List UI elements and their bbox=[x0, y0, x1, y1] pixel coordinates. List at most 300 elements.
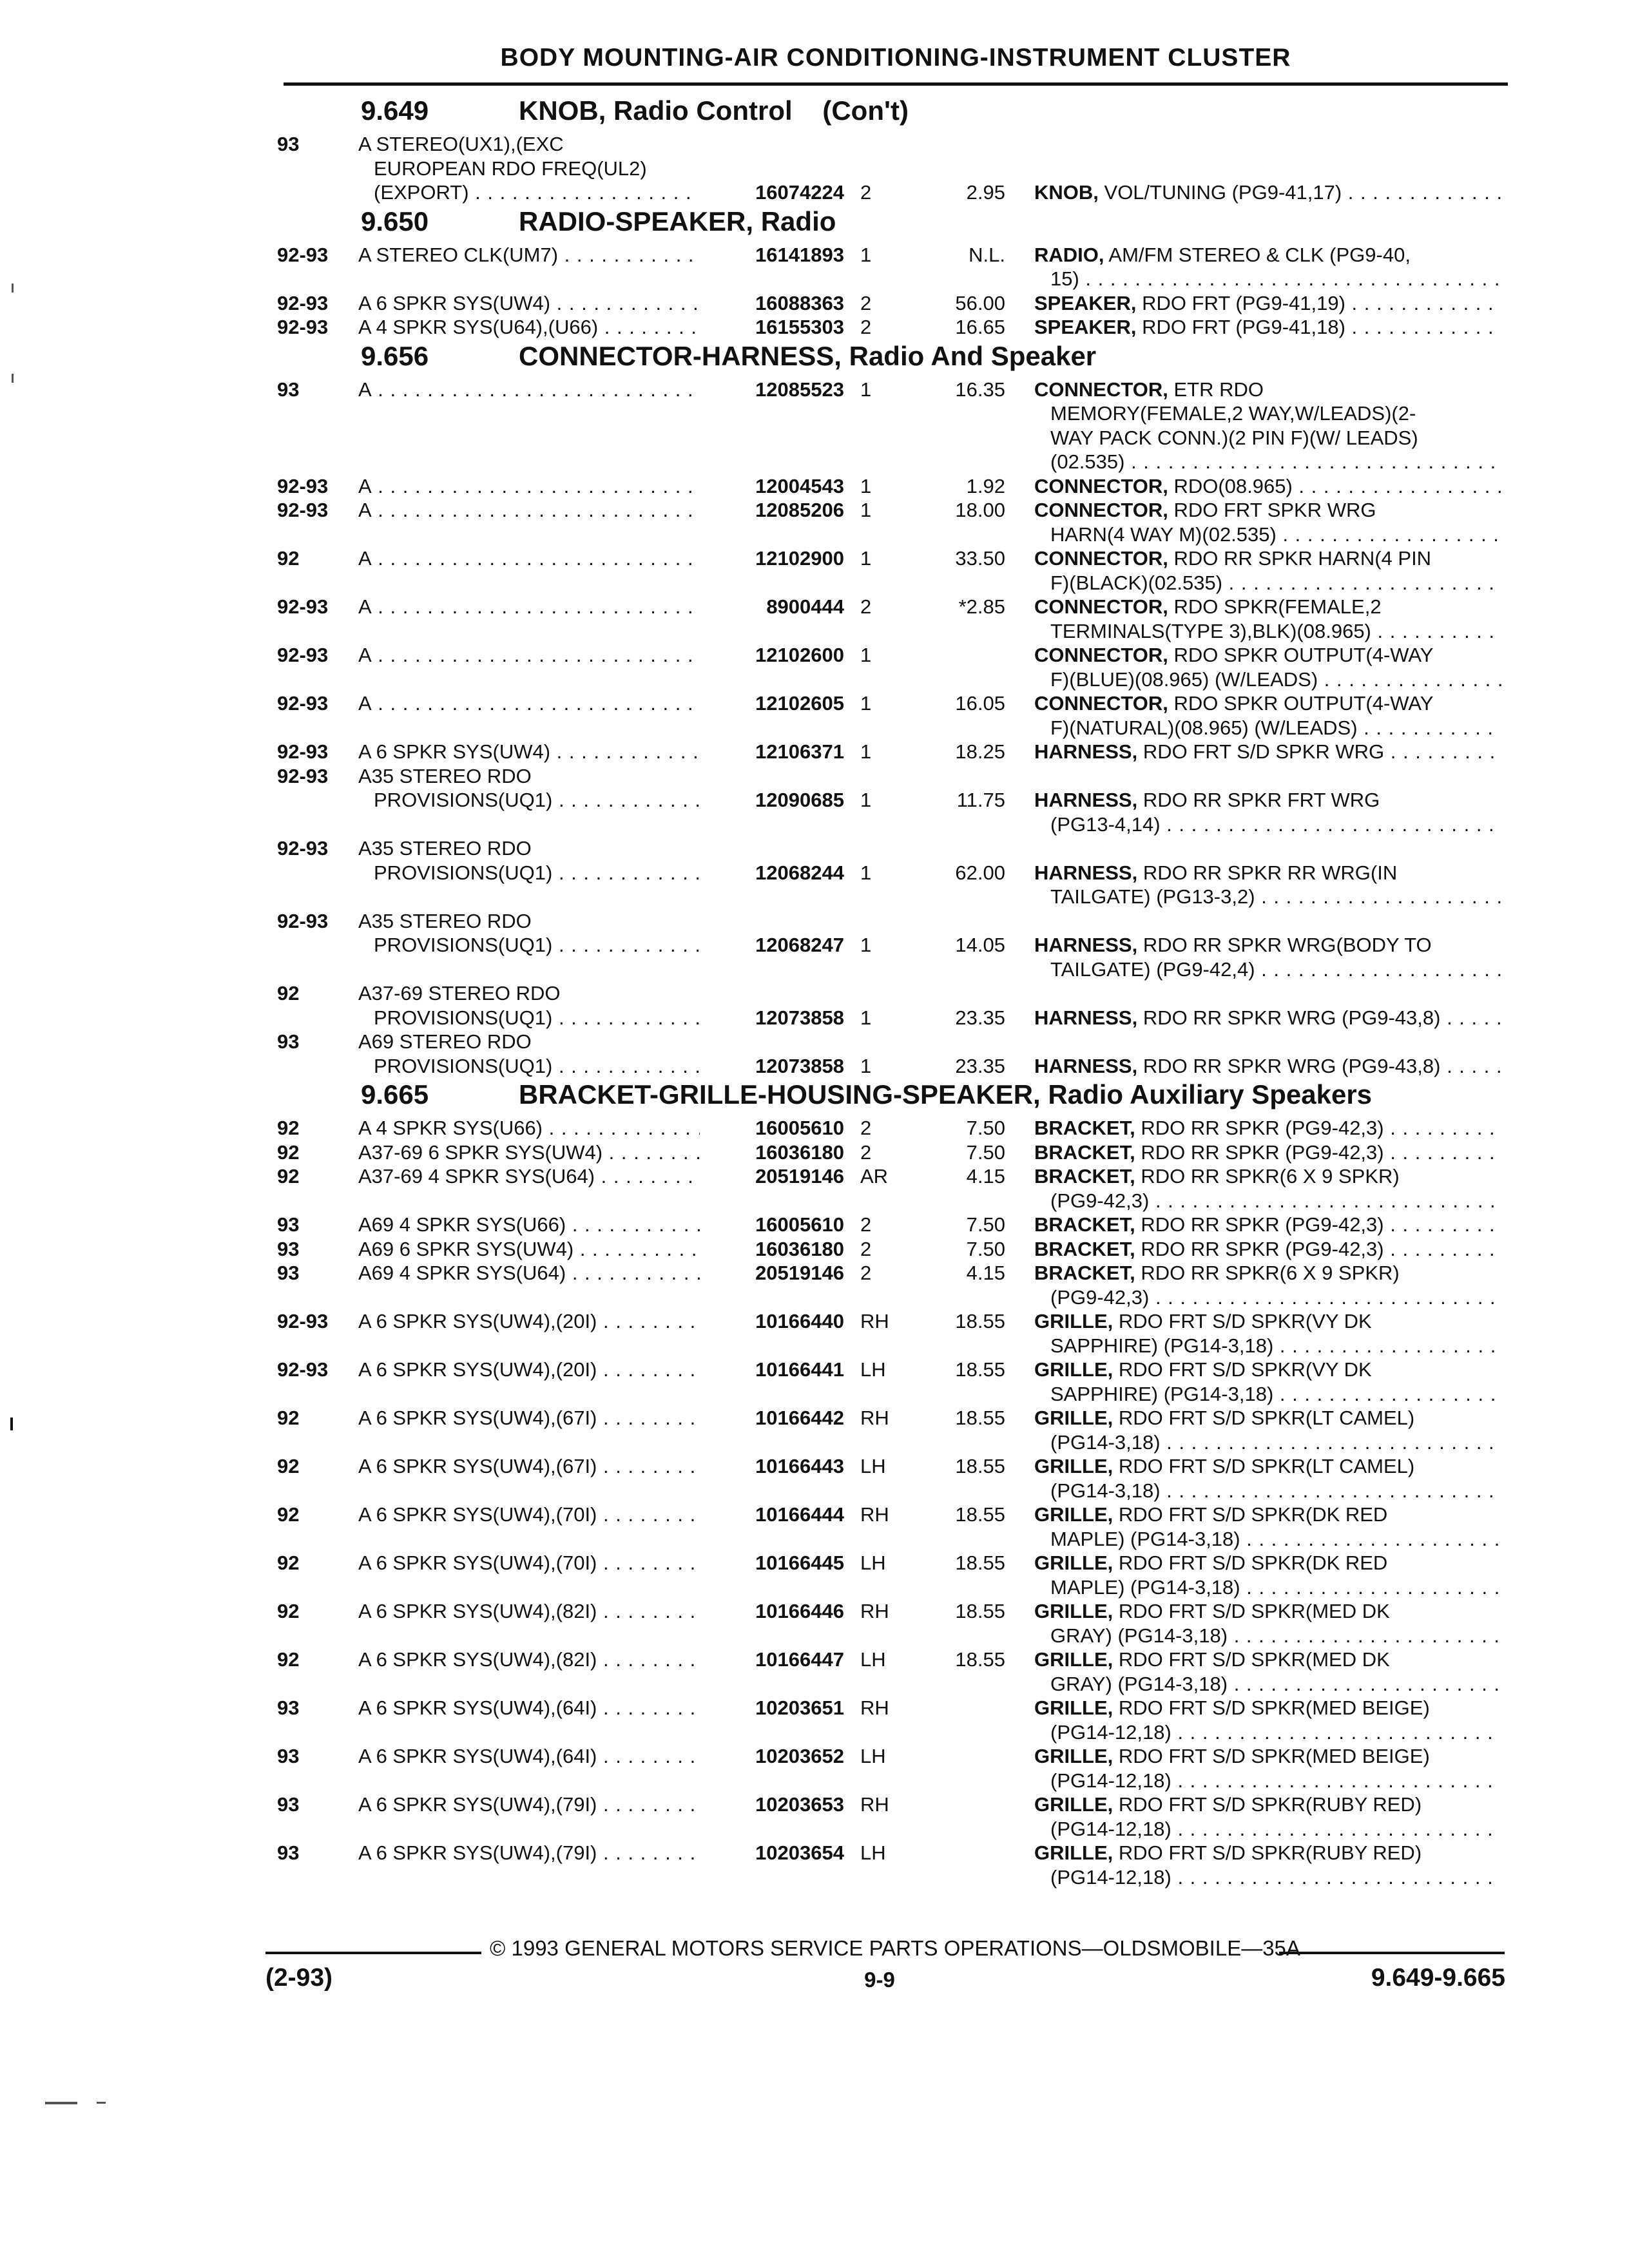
table-row bbox=[0, 1503, 1629, 1527]
row-part-name-cont: MEMORY(FEMALE,2 WAY,W/LEADS)(2- bbox=[1050, 402, 1416, 425]
row-quantity: 2 bbox=[860, 181, 872, 204]
row-part-name-cont: (PG14-12,18) . . . bbox=[1050, 1769, 1501, 1793]
row-part-name-bold: GRILLE, bbox=[1034, 1552, 1113, 1574]
row-quantity: 2 bbox=[860, 1213, 872, 1236]
row-part-name-text: RDO FRT S/D SPKR(RUBY RED) bbox=[1118, 1793, 1422, 1816]
row-part-name-text: RDO RR SPKR WRG (PG9-43,8) bbox=[1142, 1054, 1441, 1077]
row-price: 18.55 bbox=[955, 1600, 1005, 1622]
row-quantity: LH bbox=[860, 1841, 886, 1864]
row-description: A37-69 6 SPKR SYS(UW4) . . . bbox=[358, 1140, 700, 1165]
row-part-name-bold: GRILLE, bbox=[1034, 1358, 1113, 1381]
row-part-number: 16005610 bbox=[755, 1117, 844, 1139]
row-year: 92-93 bbox=[277, 291, 329, 314]
footer-rule-right bbox=[1279, 1952, 1505, 1954]
table-row bbox=[0, 957, 1629, 982]
row-part-name-cont: (PG14-3,18) . . . bbox=[1050, 1479, 1501, 1503]
row-year: 93 bbox=[277, 1793, 300, 1816]
row-part-name-cont: (PG9-42,3) . . . bbox=[1050, 1189, 1501, 1213]
row-year: 93 bbox=[277, 1237, 300, 1260]
row-part-name-text: RDO FRT S/D SPKR WRG bbox=[1142, 740, 1385, 763]
row-description: (EXPORT) . . . bbox=[374, 180, 700, 205]
section-heading bbox=[0, 206, 1629, 241]
table-row bbox=[0, 1865, 1629, 1890]
row-part-name-text: RDO FRT (PG9-41,18) bbox=[1142, 316, 1345, 338]
row-description: A 6 SPKR SYS(UW4),(79I) . . . bbox=[358, 1841, 700, 1865]
row-description: A35 STEREO RDO bbox=[358, 909, 532, 932]
row-part-name-text: RDO FRT S/D SPKR(LT CAMEL) bbox=[1118, 1455, 1415, 1477]
row-part-number: 10166446 bbox=[755, 1600, 844, 1622]
row-part-number: 10166447 bbox=[755, 1648, 844, 1671]
row-part-number: 12102900 bbox=[755, 547, 844, 570]
row-part-number: 12102600 bbox=[755, 644, 844, 666]
row-year: 92-93 bbox=[277, 1358, 329, 1381]
table-row bbox=[0, 1454, 1629, 1479]
row-price: 7.50 bbox=[966, 1213, 1005, 1236]
row-part-name-bold: CONNECTOR, bbox=[1034, 499, 1168, 521]
row-part-name bbox=[1034, 740, 1501, 764]
row-description: A69 4 SPKR SYS(U64) . . . bbox=[358, 1261, 700, 1285]
row-price: 18.25 bbox=[955, 740, 1005, 763]
row-part-name-bold: HARNESS, bbox=[1034, 861, 1138, 884]
table-row bbox=[0, 716, 1629, 740]
row-part-name-text: RDO SPKR OUTPUT(4-WAY bbox=[1173, 644, 1434, 666]
table-row bbox=[0, 1672, 1629, 1696]
row-part-name-bold: GRILLE, bbox=[1034, 1407, 1113, 1429]
row-part-name-bold: BRACKET, bbox=[1034, 1117, 1135, 1139]
row-year: 92-93 bbox=[277, 909, 329, 932]
table-row bbox=[0, 643, 1629, 668]
footer-date: (2-93) bbox=[265, 1964, 333, 1992]
section-number: 9.650 bbox=[361, 206, 429, 236]
row-quantity: RH bbox=[860, 1600, 889, 1622]
row-part-name-text: RDO FRT S/D SPKR(VY DK bbox=[1118, 1358, 1372, 1381]
row-part-name bbox=[1034, 1406, 1501, 1430]
row-part-name-cont: HARN(4 WAY M)(02.535) . . . bbox=[1050, 523, 1501, 547]
table-row bbox=[0, 132, 1629, 157]
row-part-number: 10203651 bbox=[755, 1696, 844, 1719]
row-part-name-bold: HARNESS, bbox=[1034, 1006, 1138, 1029]
scan-speck bbox=[12, 374, 14, 383]
row-part-name bbox=[1034, 315, 1501, 340]
row-price: 2.95 bbox=[966, 181, 1005, 204]
row-year: 93 bbox=[277, 1262, 300, 1284]
row-description: A . . . bbox=[358, 691, 700, 716]
row-part-name bbox=[1034, 1551, 1501, 1575]
table-row bbox=[0, 1527, 1629, 1552]
row-description: A 6 SPKR SYS(UW4),(70I) . . . bbox=[358, 1503, 700, 1527]
row-part-name-cont: (PG14-12,18) . . . bbox=[1050, 1865, 1501, 1890]
row-description: A 6 SPKR SYS(UW4),(82I) . . . bbox=[358, 1648, 700, 1672]
row-part-name-text: RDO FRT S/D SPKR(LT CAMEL) bbox=[1118, 1407, 1415, 1429]
table-row bbox=[0, 1116, 1629, 1140]
row-year: 93 bbox=[277, 1030, 300, 1053]
row-part-number: 16141893 bbox=[755, 243, 844, 266]
row-part-name-bold: CONNECTOR, bbox=[1034, 474, 1168, 497]
section-note: (Con't) bbox=[822, 95, 909, 126]
section-heading bbox=[0, 95, 1629, 130]
row-part-number: 10166444 bbox=[755, 1503, 844, 1526]
row-part-name-cont: (PG14-3,18) . . . bbox=[1050, 1430, 1501, 1455]
table-row bbox=[0, 1382, 1629, 1407]
row-part-name-bold: SPEAKER, bbox=[1034, 316, 1137, 338]
row-quantity: 1 bbox=[860, 474, 872, 497]
row-part-name-text: RDO RR SPKR (PG9-42,3) bbox=[1141, 1213, 1384, 1236]
row-part-name bbox=[1034, 1792, 1501, 1817]
row-part-name-bold: BRACKET, bbox=[1034, 1165, 1135, 1187]
row-quantity: 2 bbox=[860, 1237, 872, 1260]
row-price: 18.00 bbox=[955, 499, 1005, 521]
table-row bbox=[0, 668, 1629, 692]
row-quantity: 1 bbox=[860, 644, 872, 666]
table-row bbox=[0, 1769, 1629, 1793]
row-part-name bbox=[1034, 933, 1501, 957]
row-part-name-bold: BRACKET, bbox=[1034, 1213, 1135, 1236]
row-part-name-bold: SPEAKER, bbox=[1034, 291, 1137, 314]
row-part-name bbox=[1034, 291, 1501, 316]
row-part-name-text: RDO RR SPKR RR WRG(IN bbox=[1142, 861, 1398, 884]
row-year: 92-93 bbox=[277, 837, 329, 860]
row-part-name-bold: CONNECTOR, bbox=[1034, 692, 1168, 715]
table-row bbox=[0, 498, 1629, 523]
row-part-name bbox=[1034, 1358, 1501, 1382]
row-price: 16.65 bbox=[955, 316, 1005, 338]
row-part-number: 16088363 bbox=[755, 291, 844, 314]
row-part-name-cont: F)(BLACK)(02.535) . . . bbox=[1050, 571, 1501, 595]
row-part-name bbox=[1034, 595, 1501, 619]
row-part-name-cont: (PG13-4,14) . . . bbox=[1050, 812, 1501, 837]
row-part-name bbox=[1034, 1696, 1501, 1720]
row-part-number: 10166441 bbox=[755, 1358, 844, 1381]
row-part-name-bold: GRILLE, bbox=[1034, 1600, 1113, 1622]
section-number: 9.656 bbox=[361, 340, 429, 371]
row-price: 18.55 bbox=[955, 1358, 1005, 1381]
row-year: 92-93 bbox=[277, 692, 329, 715]
row-part-name bbox=[1034, 1841, 1501, 1865]
row-part-number: 16005610 bbox=[755, 1213, 844, 1236]
row-part-name-bold: GRILLE, bbox=[1034, 1841, 1113, 1864]
row-quantity: LH bbox=[860, 1358, 886, 1381]
row-part-name-bold: CONNECTOR, bbox=[1034, 547, 1168, 570]
row-description: EUROPEAN RDO FREQ(UL2) bbox=[374, 157, 647, 180]
table-row bbox=[0, 861, 1629, 885]
row-part-name-text: RDO FRT SPKR WRG bbox=[1173, 499, 1376, 521]
table-row bbox=[0, 885, 1629, 909]
row-year: 92 bbox=[277, 1503, 300, 1526]
row-quantity: RH bbox=[860, 1793, 889, 1816]
row-price: 23.35 bbox=[955, 1006, 1005, 1029]
row-part-number: 12073858 bbox=[755, 1006, 844, 1029]
row-part-number: 12106371 bbox=[755, 740, 844, 763]
table-row bbox=[0, 812, 1629, 837]
row-part-number: 12073858 bbox=[755, 1054, 844, 1077]
section-title-group bbox=[519, 206, 836, 237]
row-year: 92-93 bbox=[277, 243, 329, 266]
table-row bbox=[0, 1334, 1629, 1358]
row-part-number: 10203654 bbox=[755, 1841, 844, 1864]
table-row bbox=[0, 291, 1629, 316]
row-price: 18.55 bbox=[955, 1407, 1005, 1429]
table-row bbox=[0, 1285, 1629, 1310]
row-part-name bbox=[1034, 180, 1501, 205]
row-quantity: 1 bbox=[860, 740, 872, 763]
table-row bbox=[0, 378, 1629, 402]
row-description: A . . . bbox=[358, 474, 700, 499]
row-part-name-text: RDO FRT S/D SPKR(MED DK bbox=[1118, 1600, 1390, 1622]
row-year: 92 bbox=[277, 1552, 300, 1574]
table-row bbox=[0, 315, 1629, 340]
section-title: RADIO-SPEAKER, bbox=[519, 206, 754, 236]
row-part-name-bold: BRACKET, bbox=[1034, 1140, 1135, 1164]
table-row bbox=[0, 909, 1629, 934]
table-row bbox=[0, 1261, 1629, 1285]
row-part-number: 16155303 bbox=[755, 316, 844, 338]
row-year: 92 bbox=[277, 547, 300, 570]
row-part-name-bold: HARNESS, bbox=[1034, 1054, 1138, 1077]
row-quantity: 2 bbox=[860, 595, 872, 618]
row-description: A . . . bbox=[358, 595, 700, 619]
row-part-name-text: RDO RR SPKR(6 X 9 SPKR) bbox=[1141, 1262, 1400, 1284]
row-price: 62.00 bbox=[955, 861, 1005, 884]
table-row bbox=[0, 836, 1629, 861]
table-row bbox=[0, 1744, 1629, 1769]
row-quantity: 1 bbox=[860, 378, 872, 401]
row-year: 93 bbox=[277, 378, 300, 401]
section-title-group bbox=[519, 1079, 1372, 1110]
row-part-name bbox=[1034, 1116, 1501, 1140]
row-description: A 6 SPKR SYS(UW4),(67I) . . . bbox=[358, 1454, 700, 1479]
row-quantity: 1 bbox=[860, 861, 872, 884]
row-quantity: 1 bbox=[860, 789, 872, 811]
section-subtitle: Radio Control bbox=[613, 95, 793, 126]
row-price: 4.15 bbox=[966, 1165, 1005, 1187]
row-part-name bbox=[1034, 1237, 1501, 1262]
row-part-number: 16036180 bbox=[755, 1140, 844, 1164]
row-quantity: LH bbox=[860, 1648, 886, 1671]
table-row bbox=[0, 1479, 1629, 1503]
row-part-name-bold: CONNECTOR, bbox=[1034, 595, 1168, 618]
row-price: 14.05 bbox=[955, 934, 1005, 956]
row-description: A . . . bbox=[358, 498, 700, 523]
row-year: 92 bbox=[277, 1455, 300, 1477]
row-part-number: 20519146 bbox=[755, 1165, 844, 1187]
row-part-name bbox=[1034, 1648, 1501, 1672]
table-row bbox=[0, 401, 1629, 426]
row-price: 56.00 bbox=[955, 291, 1005, 314]
row-quantity: 1 bbox=[860, 243, 872, 266]
table-row bbox=[0, 1358, 1629, 1382]
row-part-name-bold: GRILLE, bbox=[1034, 1696, 1113, 1719]
row-part-name-cont: TAILGATE) (PG9-42,4) . . . bbox=[1050, 957, 1501, 982]
row-description: A 6 SPKR SYS(UW4),(82I) . . . bbox=[358, 1599, 700, 1624]
row-part-name-cont: WAY PACK CONN.)(2 PIN F)(W/ LEADS) bbox=[1050, 426, 1418, 449]
row-year: 92 bbox=[277, 1648, 300, 1671]
row-description: A 4 SPKR SYS(U64),(U66) . . . bbox=[358, 315, 700, 340]
table-row bbox=[0, 1164, 1629, 1189]
row-part-name-text: RDO RR SPKR (PG9-42,3) bbox=[1141, 1117, 1384, 1139]
row-price: 7.50 bbox=[966, 1117, 1005, 1139]
row-part-name bbox=[1034, 1054, 1501, 1079]
row-year: 92-93 bbox=[277, 740, 329, 763]
row-year: 92-93 bbox=[277, 644, 329, 666]
row-part-name-bold: BRACKET, bbox=[1034, 1237, 1135, 1260]
row-part-number: 16074224 bbox=[755, 181, 844, 204]
row-part-name-text: ETR RDO bbox=[1173, 378, 1264, 401]
row-part-name-text: VOL/TUNING (PG9-41,17) bbox=[1104, 181, 1342, 204]
row-quantity: 1 bbox=[860, 1006, 872, 1029]
row-part-name bbox=[1034, 1599, 1501, 1624]
row-price: 7.50 bbox=[966, 1237, 1005, 1260]
row-part-name-text: RDO RR SPKR(6 X 9 SPKR) bbox=[1141, 1165, 1400, 1187]
row-quantity: RH bbox=[860, 1696, 889, 1719]
row-price: 33.50 bbox=[955, 547, 1005, 570]
row-description: A 4 SPKR SYS(U66) . . . bbox=[358, 1116, 700, 1140]
table-row bbox=[0, 1309, 1629, 1334]
table-row bbox=[0, 1599, 1629, 1624]
row-quantity: RH bbox=[860, 1503, 889, 1526]
table-row bbox=[0, 1030, 1629, 1054]
scan-speck bbox=[12, 284, 14, 293]
row-part-name-bold: CONNECTOR, bbox=[1034, 644, 1168, 666]
table-row bbox=[0, 1140, 1629, 1165]
row-part-name-text: RDO FRT S/D SPKR(MED BEIGE) bbox=[1118, 1696, 1430, 1719]
row-quantity: 1 bbox=[860, 1054, 872, 1077]
row-price: 18.55 bbox=[955, 1310, 1005, 1332]
row-part-name-cont: MAPLE) (PG14-3,18) . . . bbox=[1050, 1527, 1501, 1552]
row-price: 16.05 bbox=[955, 692, 1005, 715]
row-price: 11.75 bbox=[956, 789, 1005, 811]
row-part-name bbox=[1034, 788, 1501, 812]
row-description: A . . . bbox=[358, 546, 700, 571]
row-description: A 6 SPKR SYS(UW4),(20I) . . . bbox=[358, 1358, 700, 1382]
row-description: A 6 SPKR SYS(UW4) . . . bbox=[358, 291, 700, 316]
row-description: A37-69 4 SPKR SYS(U64) . . . bbox=[358, 1164, 700, 1189]
section-heading bbox=[0, 1079, 1629, 1114]
footer-copyright: © 1993 GENERAL MOTORS SERVICE PARTS OPERATIONS—OLDSMOBILE—35A bbox=[490, 1936, 1300, 1960]
row-quantity: 1 bbox=[860, 547, 872, 570]
row-year: 92 bbox=[277, 1165, 300, 1187]
row-part-name bbox=[1034, 691, 1501, 716]
page-header-title: BODY MOUNTING-AIR CONDITIONING-INSTRUMENT CLUSTER bbox=[500, 44, 1291, 72]
row-description: A 6 SPKR SYS(UW4) . . . bbox=[358, 740, 700, 764]
table-row bbox=[0, 1696, 1629, 1720]
row-part-number: 8900444 bbox=[766, 595, 844, 618]
row-part-name bbox=[1034, 1213, 1501, 1237]
row-description: PROVISIONS(UQ1) . . . bbox=[374, 933, 700, 957]
table-row bbox=[0, 1213, 1629, 1237]
row-part-name bbox=[1034, 474, 1501, 499]
footer-section-range: 9.649-9.665 bbox=[1371, 1964, 1505, 1992]
row-part-name-bold: HARNESS, bbox=[1034, 934, 1138, 956]
row-part-name-bold: KNOB, bbox=[1034, 181, 1099, 204]
table-row bbox=[0, 1430, 1629, 1455]
row-part-number: 12085206 bbox=[755, 499, 844, 521]
row-part-name-text: RDO SPKR(FEMALE,2 bbox=[1173, 595, 1382, 618]
footer-rule-left bbox=[265, 1952, 481, 1954]
table-row bbox=[0, 1189, 1629, 1213]
row-description: A 6 SPKR SYS(UW4),(64I) . . . bbox=[358, 1696, 700, 1720]
row-price: N.L. bbox=[969, 243, 1005, 266]
row-part-number: 12090685 bbox=[755, 789, 844, 811]
row-description: PROVISIONS(UQ1) . . . bbox=[374, 1054, 700, 1079]
table-row bbox=[0, 450, 1629, 474]
row-part-name bbox=[1034, 1503, 1501, 1527]
row-part-name-bold: HARNESS, bbox=[1034, 740, 1138, 763]
table-row bbox=[0, 1624, 1629, 1648]
row-year: 92 bbox=[277, 1600, 300, 1622]
row-price: 18.55 bbox=[955, 1552, 1005, 1574]
row-year: 92-93 bbox=[277, 499, 329, 521]
row-part-name-text: AM/FM STEREO & CLK (PG9-40, bbox=[1108, 243, 1411, 266]
table-row bbox=[0, 1575, 1629, 1600]
row-part-number: 12068244 bbox=[755, 861, 844, 884]
row-part-name-bold: GRILLE, bbox=[1034, 1455, 1113, 1477]
row-year: 93 bbox=[277, 1745, 300, 1767]
row-part-name-text: RDO FRT S/D SPKR(VY DK bbox=[1118, 1310, 1372, 1332]
row-part-name-cont: (PG9-42,3) . . . bbox=[1050, 1285, 1501, 1310]
row-part-name-cont: SAPPHIRE) (PG14-3,18) . . . bbox=[1050, 1382, 1501, 1407]
row-quantity: 1 bbox=[860, 692, 872, 715]
table-row bbox=[0, 1054, 1629, 1079]
row-part-name-text: RDO SPKR OUTPUT(4-WAY bbox=[1173, 692, 1434, 715]
row-year: 92 bbox=[277, 1140, 300, 1164]
row-year: 93 bbox=[277, 1841, 300, 1864]
row-price: *2.85 bbox=[958, 595, 1005, 618]
row-part-name-text: RDO RR SPKR HARN(4 PIN bbox=[1173, 547, 1432, 570]
row-quantity: LH bbox=[860, 1745, 886, 1767]
table-row bbox=[0, 426, 1629, 450]
row-description: A STEREO CLK(UM7) . . . bbox=[358, 243, 700, 267]
row-part-name-bold: CONNECTOR, bbox=[1034, 378, 1168, 401]
row-part-name-cont: F)(BLUE)(08.965) (W/LEADS) . . . bbox=[1050, 668, 1501, 692]
row-year: 92-93 bbox=[277, 316, 329, 338]
row-description: A 6 SPKR SYS(UW4),(20I) . . . bbox=[358, 1309, 700, 1334]
header-rule bbox=[284, 82, 1508, 86]
row-quantity: 2 bbox=[860, 291, 872, 314]
row-part-name-text: RDO(08.965) bbox=[1173, 474, 1293, 497]
row-description: A 6 SPKR SYS(UW4),(70I) . . . bbox=[358, 1551, 700, 1575]
section-title-group bbox=[519, 341, 1096, 372]
row-part-name-cont: TAILGATE) (PG13-3,2) . . . bbox=[1050, 885, 1501, 909]
row-description: A 6 SPKR SYS(UW4),(79I) . . . bbox=[358, 1792, 700, 1817]
row-price: 18.55 bbox=[955, 1648, 1005, 1671]
row-part-name bbox=[1034, 1454, 1501, 1479]
row-year: 93 bbox=[277, 133, 300, 155]
row-year: 92 bbox=[277, 982, 300, 1004]
section-subtitle: Radio Auxiliary Speakers bbox=[1048, 1079, 1373, 1110]
row-part-number: 10203653 bbox=[755, 1793, 844, 1816]
row-price: 23.35 bbox=[955, 1054, 1005, 1077]
row-part-name-cont: MAPLE) (PG14-3,18) . . . bbox=[1050, 1575, 1501, 1600]
row-quantity: 1 bbox=[860, 934, 872, 956]
row-year: 92-93 bbox=[277, 764, 329, 787]
section-title: KNOB, bbox=[519, 95, 606, 126]
table-row bbox=[0, 764, 1629, 789]
row-part-name-text: RDO FRT S/D SPKR(MED BEIGE) bbox=[1118, 1745, 1430, 1767]
row-quantity: LH bbox=[860, 1552, 886, 1574]
table-row bbox=[0, 595, 1629, 619]
row-description: A35 STEREO RDO bbox=[358, 837, 532, 860]
scan-speck bbox=[97, 2102, 106, 2104]
row-part-number: 12085523 bbox=[755, 378, 844, 401]
row-part-name-bold: GRILLE, bbox=[1034, 1310, 1113, 1332]
row-description: A . . . bbox=[358, 643, 700, 668]
row-part-name-text: RDO RR SPKR FRT WRG bbox=[1142, 789, 1380, 811]
row-part-name-text: RDO FRT S/D SPKR(DK RED bbox=[1118, 1503, 1388, 1526]
table-row bbox=[0, 1237, 1629, 1262]
table-row bbox=[0, 981, 1629, 1006]
row-quantity: 1 bbox=[860, 499, 872, 521]
row-price: 16.35 bbox=[955, 378, 1005, 401]
